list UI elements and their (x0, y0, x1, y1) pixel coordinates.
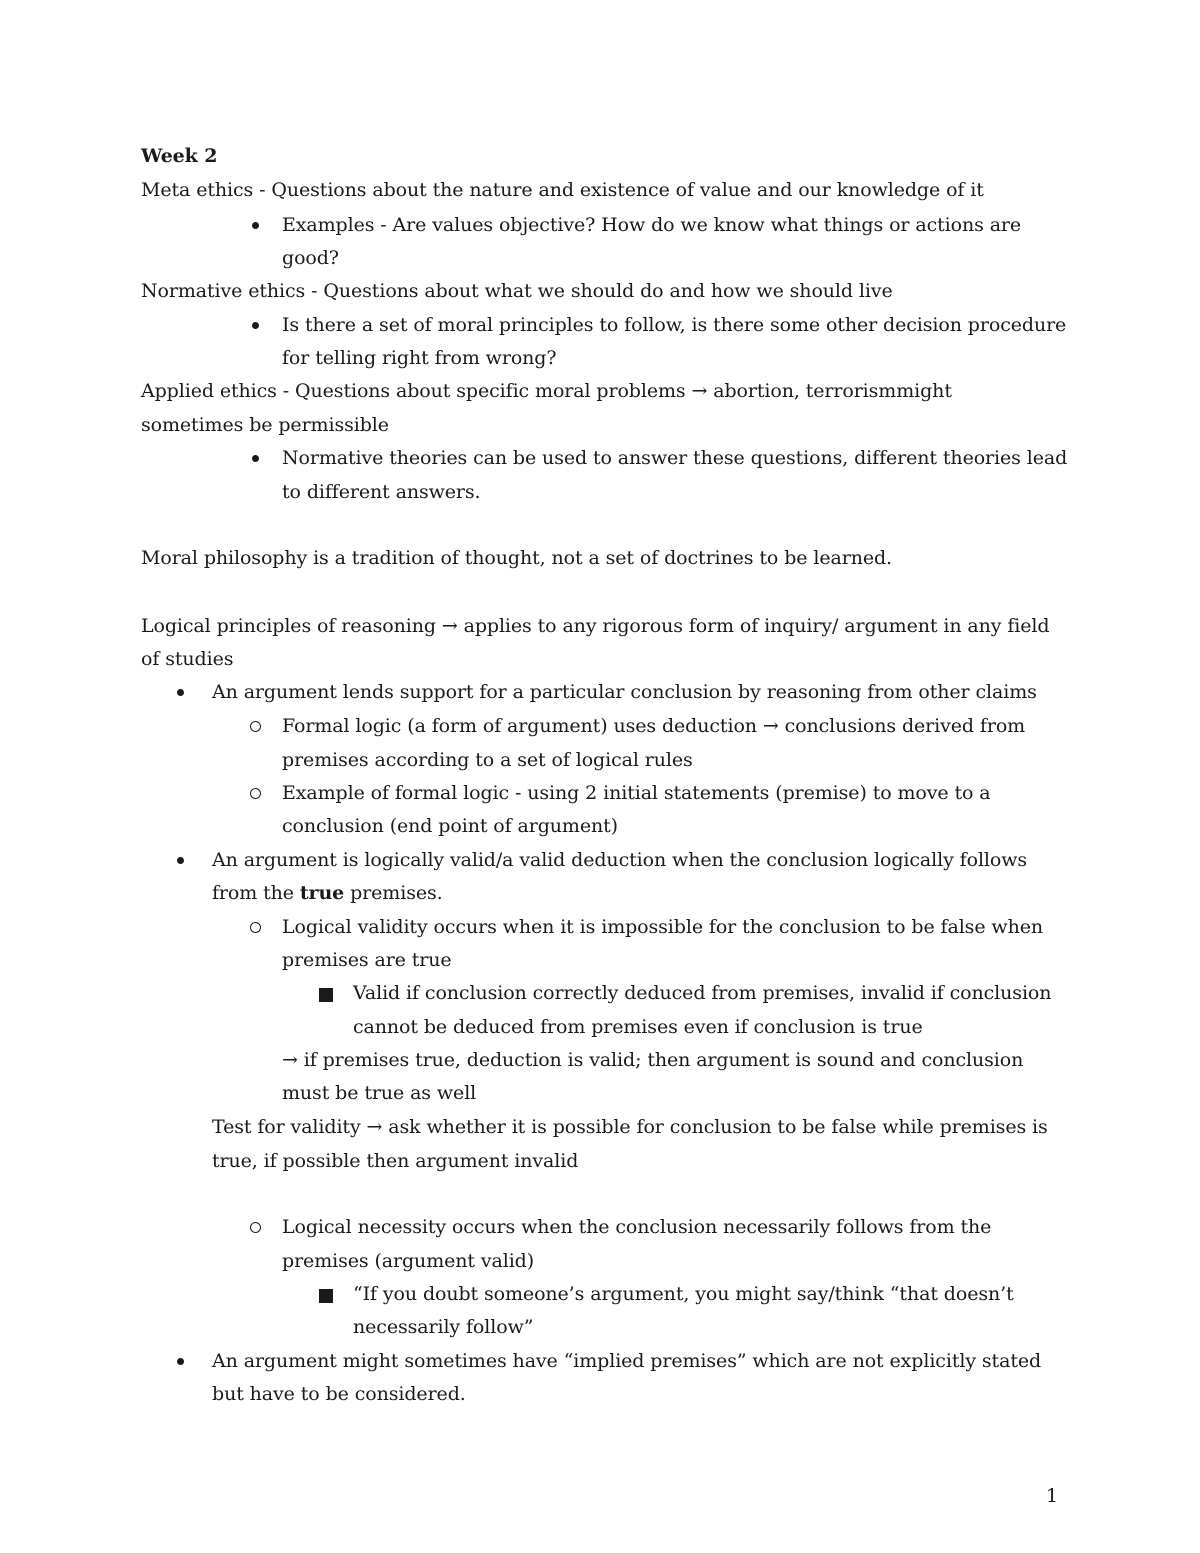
bullet-dot-icon (252, 222, 259, 229)
text-line: premises according to a set of logical rules (282, 749, 693, 771)
list-item: An argument lends support for a particular conclusion by reasoning from other claims (212, 681, 1037, 703)
list-item: Example of formal logic - using 2 initial statements (premise) to move to a (282, 782, 991, 804)
text-line: → if premises true, deduction is valid; then argument is sound and conclusion (282, 1049, 1024, 1071)
text-line: of studies (141, 648, 234, 670)
text-line (212, 881, 443, 905)
list-item: Is there a set of moral principles to follow, is there some other decision procedure (282, 314, 1067, 336)
bold-text: true (299, 882, 345, 904)
list-item: Logical validity occurs when it is impossible for the conclusion to be false when (282, 916, 1043, 938)
page-title: Week 2 (141, 145, 218, 167)
text-line: for telling right from wrong? (282, 347, 557, 369)
bullet-circle-icon (250, 922, 261, 933)
page-number: 1 (1046, 1485, 1059, 1507)
list-item: Examples - Are values objective? How do we know what things or actions are (282, 214, 1022, 236)
text-line: but have to be considered. (212, 1383, 466, 1405)
list-item: An argument might sometimes have “implied premises” which are not explicitly stated (212, 1350, 1042, 1372)
bullet-dot-icon (177, 689, 184, 696)
list-item: Logical necessity occurs when the conclusion necessarily follows from the (282, 1216, 992, 1238)
list-item: Valid if conclusion correctly deduced from premises, invalid if conclusion (353, 982, 1052, 1004)
bullet-dot-icon (177, 857, 184, 864)
text-line: must be true as well (282, 1082, 477, 1104)
text-line: conclusion (end point of argument) (282, 815, 618, 837)
bullet-square-icon (319, 988, 333, 1002)
text-line: cannot be deduced from premises even if conclusion is true (353, 1016, 923, 1038)
bullet-circle-icon (250, 1222, 261, 1233)
text-run: from the (212, 882, 300, 904)
text-line: Normative ethics - Questions about what we should do and how we should live (141, 280, 893, 302)
bullet-dot-icon (177, 1358, 184, 1365)
text-line: sometimes be permissible (141, 414, 389, 436)
text-line: good? (282, 247, 339, 269)
text-line: Meta ethics - Questions about the nature and existence of value and our knowledge of it (141, 179, 984, 201)
text-line: necessarily follow” (353, 1316, 534, 1338)
text-line: Moral philosophy is a tradition of thought, not a set of doctrines to be learned. (141, 547, 892, 569)
text-line: premises are true (282, 949, 452, 971)
bullet-square-icon (319, 1289, 333, 1303)
list-item: An argument is logically valid/a valid deduction when the conclusion logically follows (212, 849, 1028, 871)
bullet-dot-icon (252, 322, 259, 329)
list-item: “If you doubt someone’s argument, you might say/think “that doesn’t (353, 1283, 1014, 1305)
bullet-circle-icon (250, 788, 261, 799)
text-line: premises (argument valid) (282, 1250, 535, 1272)
list-item: Normative theories can be used to answer these questions, different theories lead (282, 447, 1068, 469)
bullet-circle-icon (250, 721, 261, 732)
text-line: Logical principles of reasoning → applies to any rigorous form of inquiry/ argument in any field (141, 615, 1050, 637)
text-run: premises. (344, 882, 443, 904)
list-item: Formal logic (a form of argument) uses deduction → conclusions derived from (282, 715, 1026, 737)
text-line: true, if possible then argument invalid (212, 1150, 579, 1172)
text-line: Applied ethics - Questions about specific moral problems → abortion, terrorismmight (141, 380, 952, 402)
bullet-dot-icon (252, 455, 259, 462)
text-line: to different answers. (282, 481, 481, 503)
text-line: Test for validity → ask whether it is possible for conclusion to be false while premises is (212, 1116, 1048, 1138)
